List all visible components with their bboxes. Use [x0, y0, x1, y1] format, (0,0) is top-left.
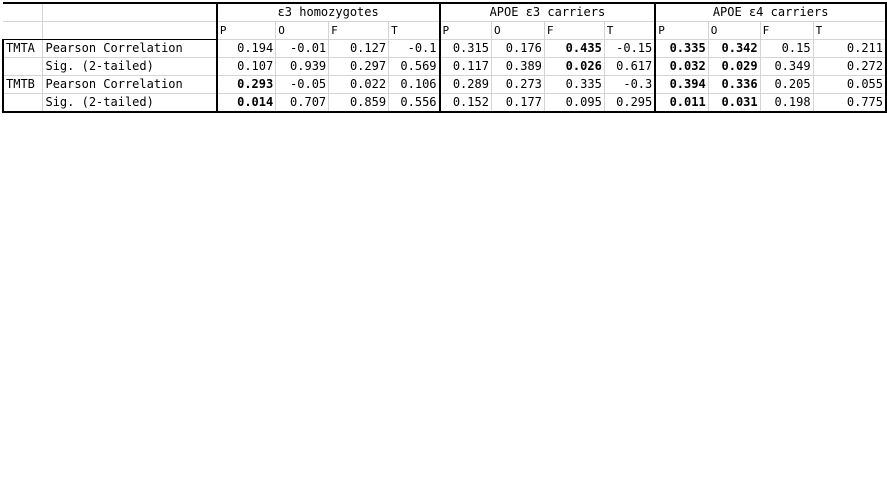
test-label [3, 94, 43, 113]
value-cell: 0.205 [760, 76, 813, 94]
sub-header-cell: P [217, 22, 276, 40]
value-cell: 0.031 [708, 94, 760, 113]
sub-header-cell: F [329, 22, 389, 40]
empty-corner-cell [3, 22, 43, 40]
correlation-table-sheet [2, 2, 887, 113]
empty-corner-cell [43, 3, 217, 22]
value-cell: 0.349 [760, 58, 813, 76]
value-cell: 0.106 [389, 76, 440, 94]
value-cell: 0.152 [440, 94, 492, 113]
value-cell: 0.315 [440, 40, 492, 58]
sub-header-cell: P [655, 22, 708, 40]
value-cell: -0.1 [389, 40, 440, 58]
value-cell: 0.272 [813, 58, 886, 76]
empty-corner-cell [43, 22, 217, 40]
sub-header-cell: T [389, 22, 440, 40]
value-cell: 0.273 [491, 76, 544, 94]
sub-header-cell: O [276, 22, 329, 40]
table-row [3, 76, 886, 94]
value-cell: -0.3 [604, 76, 655, 94]
value-cell: 0.297 [329, 58, 389, 76]
group-header-row [3, 3, 886, 22]
value-cell: 0.176 [491, 40, 544, 58]
value-cell: 0.775 [813, 94, 886, 113]
value-cell: -0.01 [276, 40, 329, 58]
value-cell: 0.194 [217, 40, 276, 58]
sub-header-row [3, 22, 886, 40]
value-cell: 0.569 [389, 58, 440, 76]
value-cell: 0.095 [544, 94, 604, 113]
value-cell: 0.177 [491, 94, 544, 113]
test-label: TMTB [3, 76, 43, 94]
value-cell: 0.859 [329, 94, 389, 113]
value-cell: 0.032 [655, 58, 708, 76]
value-cell: 0.617 [604, 58, 655, 76]
group-header-e3-carriers: APOE ε3 carriers [440, 3, 656, 22]
value-cell: 0.336 [708, 76, 760, 94]
value-cell: 0.211 [813, 40, 886, 58]
value-cell: 0.011 [655, 94, 708, 113]
value-cell: 0.295 [604, 94, 655, 113]
test-label [3, 58, 43, 76]
sub-header-cell: O [491, 22, 544, 40]
value-cell: 0.029 [708, 58, 760, 76]
value-cell: -0.15 [604, 40, 655, 58]
value-cell: 0.117 [440, 58, 492, 76]
statistic-label: Sig. (2-tailed) [43, 58, 217, 76]
table-row [3, 40, 886, 58]
value-cell: 0.198 [760, 94, 813, 113]
value-cell: 0.014 [217, 94, 276, 113]
group-header-e4-carriers: APOE ε4 carriers [655, 3, 886, 22]
sub-header-cell: F [760, 22, 813, 40]
correlation-table [2, 2, 887, 113]
sub-header-cell: T [604, 22, 655, 40]
value-cell: 0.335 [544, 76, 604, 94]
value-cell: 0.707 [276, 94, 329, 113]
value-cell: 0.435 [544, 40, 604, 58]
value-cell: 0.022 [329, 76, 389, 94]
value-cell: 0.342 [708, 40, 760, 58]
value-cell: 0.939 [276, 58, 329, 76]
table-row [3, 94, 886, 113]
sub-header-cell: F [544, 22, 604, 40]
empty-corner-cell [3, 3, 43, 22]
statistic-label: Sig. (2-tailed) [43, 94, 217, 113]
value-cell: 0.293 [217, 76, 276, 94]
group-header-e3-homozygotes: ε3 homozygotes [217, 3, 440, 22]
sub-header-cell: T [813, 22, 886, 40]
value-cell: 0.127 [329, 40, 389, 58]
value-cell: 0.556 [389, 94, 440, 113]
test-label: TMTA [3, 40, 43, 58]
value-cell: 0.389 [491, 58, 544, 76]
value-cell: 0.055 [813, 76, 886, 94]
value-cell: 0.026 [544, 58, 604, 76]
statistic-label: Pearson Correlation [43, 76, 217, 94]
value-cell: 0.15 [760, 40, 813, 58]
value-cell: 0.289 [440, 76, 492, 94]
table-row [3, 58, 886, 76]
sub-header-cell: O [708, 22, 760, 40]
statistic-label: Pearson Correlation [43, 40, 217, 58]
value-cell: -0.05 [276, 76, 329, 94]
value-cell: 0.394 [655, 76, 708, 94]
sub-header-cell: P [440, 22, 492, 40]
value-cell: 0.107 [217, 58, 276, 76]
value-cell: 0.335 [655, 40, 708, 58]
